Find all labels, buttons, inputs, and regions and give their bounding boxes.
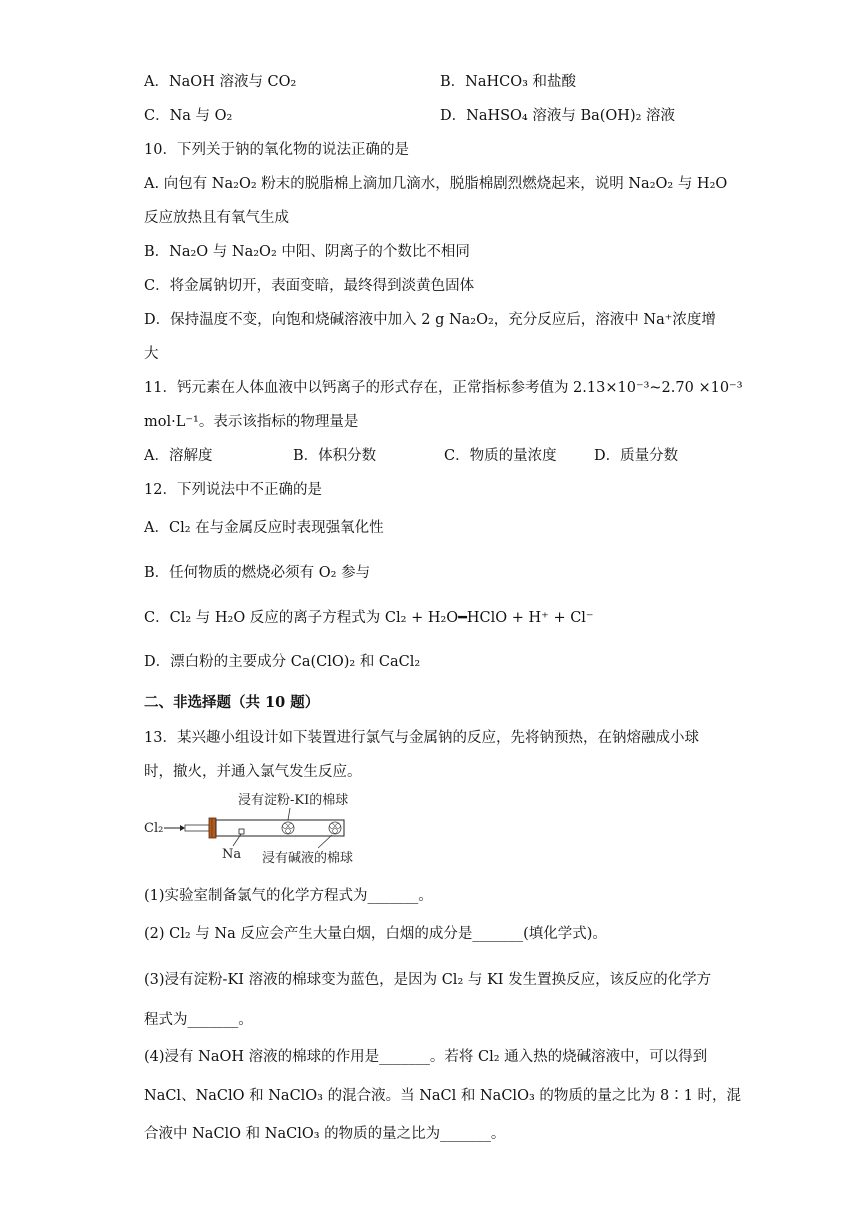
q13-stem-line2: 时，撤火，并通入氯气发生反应。 — [144, 764, 362, 780]
q13-part4-line3: 合液中 NaClO 和 NaClO₃ 的物质的量之比为_______。 — [144, 1126, 506, 1142]
q13-part3-line2: 程式为_______。 — [144, 1012, 253, 1028]
stopper — [209, 818, 216, 838]
q11-option-a: A．溶解度 — [144, 448, 213, 464]
inlet-arrowhead — [180, 825, 185, 831]
diagram-label-cl2: Cl₂ — [144, 821, 164, 836]
q13-part4-line1: (4)浸有 NaOH 溶液的棉球的作用是_______。若将 Cl₂ 通入热的烧碱溶液中，可以得到 — [144, 1049, 708, 1065]
q12-option-c: C．Cl₂ 与 H₂O 反应的离子方程式为 Cl₂ + H₂O━HClO + H⁺ + Cl⁻ — [144, 610, 594, 626]
q10-stem: 10．下列关于钠的氧化物的说法正确的是 — [144, 142, 409, 158]
q10-option-a-line2: 反应放热且有氧气生成 — [144, 210, 289, 226]
q10-option-a-line1: A. 向包有 Na₂O₂ 粉末的脱脂棉上滴加几滴水，脱脂棉剧烈燃烧起来，说明 Na₂O₂ 与 H₂O — [144, 176, 728, 192]
q12-option-b: B．任何物质的燃烧必须有 O₂ 参与 — [144, 565, 371, 581]
label-pointer-bottom — [318, 835, 332, 848]
q11-option-b: B．体积分数 — [293, 448, 377, 464]
q10-option-d-line2: 大 — [144, 346, 159, 362]
q13-stem-line1: 13．某兴趣小组设计如下装置进行氯气与金属钠的反应，先将钠预热，在钠熔融成小球 — [144, 730, 699, 746]
q9-option-b: B．NaHCO₃ 和盐酸 — [440, 74, 577, 90]
q12-option-d: D．漂白粉的主要成分 Ca(ClO)₂ 和 CaCl₂ — [144, 654, 421, 670]
q9-option-c: C．Na 与 O₂ — [144, 108, 233, 124]
inlet-tube — [185, 825, 209, 831]
cotton-ball-ki — [282, 822, 294, 834]
q9-option-a: A．NaOH 溶液与 CO₂ — [144, 74, 297, 90]
q9-option-d: D．NaHSO₄ 溶液与 Ba(OH)₂ 溶液 — [440, 108, 676, 124]
q10-option-c: C．将金属钠切开，表面变暗，最终得到淡黄色固体 — [144, 278, 475, 294]
q12-stem: 12．下列说法中不正确的是 — [144, 482, 322, 498]
q11-stem-line1: 11．钙元素在人体血液中以钙离子的形式存在，正常指标参考值为 2.13×10⁻³~2.70 ×10⁻³ — [144, 380, 743, 396]
sodium-sample — [239, 829, 244, 834]
q10-option-b: B．Na₂O 与 Na₂O₂ 中阳、阴离子的个数比不相同 — [144, 244, 470, 260]
q11-options — [144, 446, 704, 466]
q11-option-c: C．物质的量浓度 — [444, 448, 557, 464]
diagram-label-top: 浸有淀粉-KI的棉球 — [238, 793, 349, 808]
section-heading: 二、非选择题（共 10 题） — [144, 694, 320, 711]
q13-part2: (2) Cl₂ 与 Na 反应会产生大量白烟，白烟的成分是_______(填化学式)。 — [144, 926, 607, 942]
diagram-label-na: Na — [222, 847, 242, 862]
apparatus-diagram — [142, 790, 402, 872]
q10-option-d-line1: D．保持温度不变，向饱和烧碱溶液中加入 2 g Na₂O₂，充分反应后，溶液中 Na⁺浓度增 — [144, 312, 716, 328]
diagram-label-bottom: 浸有碱液的棉球 — [262, 851, 354, 866]
q11-option-d: D．质量分数 — [594, 448, 679, 464]
glass-tube — [216, 820, 344, 836]
q13-part4-line2: NaCl、NaClO 和 NaClO₃ 的混合液。当 NaCl 和 NaClO₃ 的物质的量之比为 8∶1 时，混 — [144, 1088, 742, 1104]
q11-stem-line2: mol·L⁻¹。表示该指标的物理量是 — [144, 414, 359, 430]
cotton-ball-alkali — [329, 822, 341, 834]
q13-part1: (1)实验室制备氯气的化学方程式为_______。 — [144, 888, 433, 904]
label-pointer-top — [288, 808, 290, 820]
q12-option-a: A．Cl₂ 在与金属反应时表现强氧化性 — [144, 520, 384, 536]
q13-part3-line1: (3)浸有淀粉-KI 溶液的棉球变为蓝色，是因为 Cl₂ 与 KI 发生置换反应，该反应的化学方 — [144, 972, 712, 988]
